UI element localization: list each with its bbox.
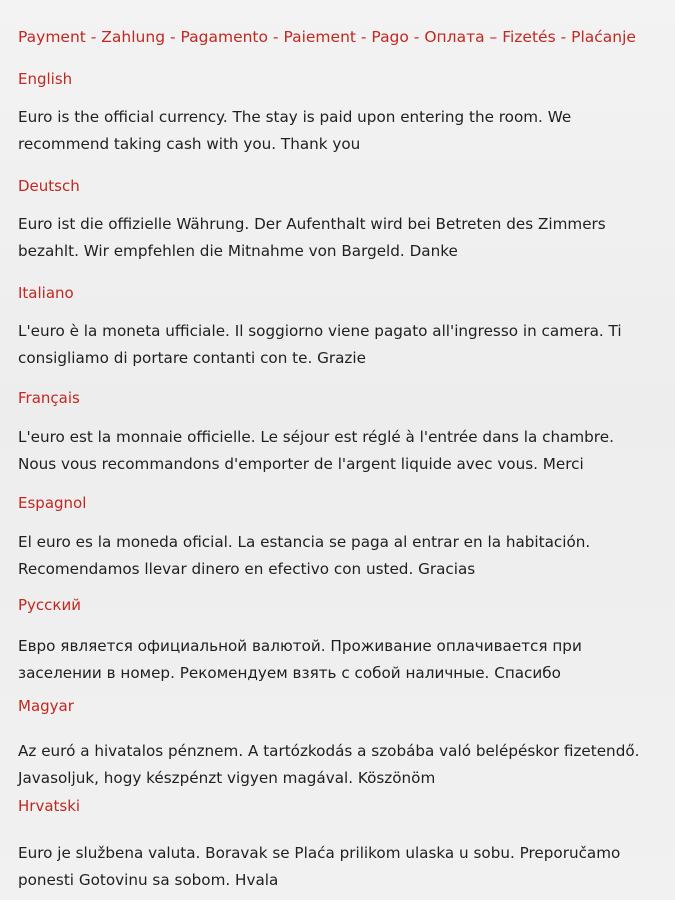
section-heading-francais: Français [18, 389, 80, 407]
section-text-espagnol: El euro es la moneda oficial. La estancia se paga al entrar en la habitación. Recomendamos llevar dinero en efectivo con usted. Gracias [18, 533, 591, 578]
section-text-deutsch: Euro ist die offizielle Währung. Der Aufenthalt wird bei Betreten des Zimmers bezahlt. Wir empfehlen die Mitnahme von Bargeld. Danke [18, 215, 606, 260]
section-text-russian: Евро является официальной валютой. Проживание оплачивается при заселении в номер. Рекомендуем взять с собой наличные. Спасибо [18, 637, 582, 682]
section-text-english: Euro is the official currency. The stay is paid upon entering the room. We recommend taking cash with you. Thank you [18, 108, 572, 153]
section-heading-espagnol: Espagnol [18, 494, 87, 512]
section-heading-hrvatski: Hrvatski [18, 797, 81, 815]
section-text-italiano: L'euro è la moneta ufficiale. Il soggiorno viene pagato all'ingresso in camera. Ti consigliamo di portare contanti con te. Grazie [18, 322, 622, 367]
section-heading-english: English [18, 70, 73, 88]
page-title: Payment - Zahlung - Pagamento - Paiement - Pago - Оплата – Fizetés - Plaćanje [18, 28, 636, 46]
section-heading-magyar: Magyar [18, 697, 74, 715]
section-text-hrvatski: Euro je službena valuta. Boravak se Plaća prilikom ulaska u sobu. Preporučamo ponesti Gotovinu sa sobom. Hvala [18, 844, 621, 889]
section-text-magyar: Az euró a hivatalos pénznem. A tartózkodás a szobába való belépéskor fizetendő. Javasoljuk, hogy készpénzt vigyen magával. Köszönöm [18, 742, 640, 787]
section-heading-deutsch: Deutsch [18, 177, 80, 195]
section-text-francais: L'euro est la monnaie officielle. Le séjour est réglé à l'entrée dans la chambre. Nous vous recommandons d'emporter de l'argent liquide avec vous. Merci [18, 428, 614, 473]
section-heading-italiano: Italiano [18, 284, 74, 302]
section-heading-russian: Русский [18, 596, 81, 614]
